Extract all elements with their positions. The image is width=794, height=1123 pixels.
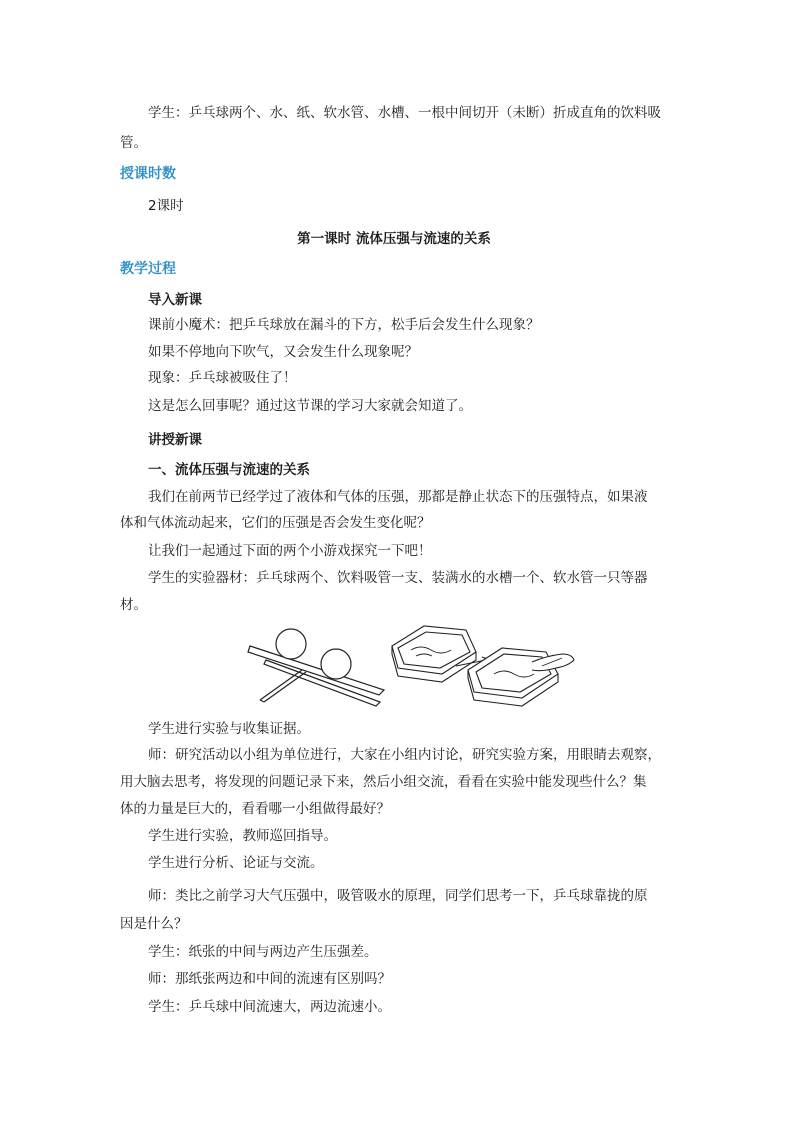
para3-line1: 学生的实验器材：乒乓球两个、饮料吸管一支、装满水的水槽一个、软水管一只等器 <box>148 570 648 586</box>
experiment-illustration <box>246 622 576 708</box>
intro-line-1: 课前小魔术：把乒乓球放在漏斗的下方，松手后会发生什么现象？ <box>148 317 540 333</box>
intro-heading: 导入新课 <box>148 292 202 308</box>
teacher2-line1: 师：类比之前学习大气压强中，吸管吸水的原理，同学们思考一下，乒乓球靠拢的原 <box>148 888 648 904</box>
intro-line-3: 现象：乒乓球被吸住了！ <box>148 370 297 386</box>
teacher1-line3: 体的力量是巨大的，看看哪一小组做得最好？ <box>120 801 390 817</box>
lesson-title: 第一课时 流体压强与流速的关系 <box>297 231 491 247</box>
student-answer-1: 学生：纸张的中间与两边产生压强差。 <box>148 944 378 960</box>
analysis-line: 学生进行分析、论证与交流。 <box>148 855 324 871</box>
after-figure-line: 学生进行实验与收集证据。 <box>148 721 310 737</box>
water-tank-illustration <box>392 626 574 706</box>
student-answer-2: 学生：乒乓球中间流速大，两边流速小。 <box>148 999 391 1015</box>
materials-students-line1: 学生：乒乓球两个、水、纸、软水管、水槽、一根中间切开（未断）折成直角的饮料吸 <box>148 105 661 121</box>
para2: 让我们一起通过下面的两个小游戏探究一下吧！ <box>148 543 432 559</box>
teacher-question-3: 师：那纸张两边和中间的流速有区别吗？ <box>148 971 391 987</box>
intro-line-4: 这是怎么回事呢？通过这节课的学习大家就会知道了。 <box>148 398 472 414</box>
experiment-line: 学生进行实验，教师巡回指导。 <box>148 828 337 844</box>
hours-heading: 授课时数 <box>120 166 176 182</box>
para1-line2: 体和气体流动起来，它们的压强是否会发生变化呢？ <box>120 515 431 531</box>
para1-line1: 我们在前两节已经学过了液体和气体的压强，那都是静止状态下的压强特点，如果液 <box>148 489 648 505</box>
hours-value: 2课时 <box>148 198 184 214</box>
new-lesson-heading: 讲授新课 <box>148 432 202 448</box>
materials-students-line2: 管。 <box>120 135 147 151</box>
para3-line2: 材。 <box>120 597 147 613</box>
teacher1-line2: 用大脑去思考，将发现的问题记录下来，然后小组交流，看看在实验中能发现些什么？集 <box>120 774 647 790</box>
intro-line-2: 如果不停地向下吹气，又会发生什么现象呢？ <box>148 344 418 360</box>
process-heading: 教学过程 <box>120 261 176 277</box>
ping-pong-ball-right <box>321 649 351 679</box>
ping-pong-ball-left <box>276 629 306 659</box>
section1-heading: 一、流体压强与流速的关系 <box>148 462 310 478</box>
straw-and-balls-illustration <box>248 629 384 706</box>
teacher2-line2: 因是什么？ <box>120 916 188 932</box>
teacher1-line1: 师：研究活动以小组为单位进行，大家在小组内讨论，研究实验方案，用眼睛去观察， <box>148 747 661 763</box>
